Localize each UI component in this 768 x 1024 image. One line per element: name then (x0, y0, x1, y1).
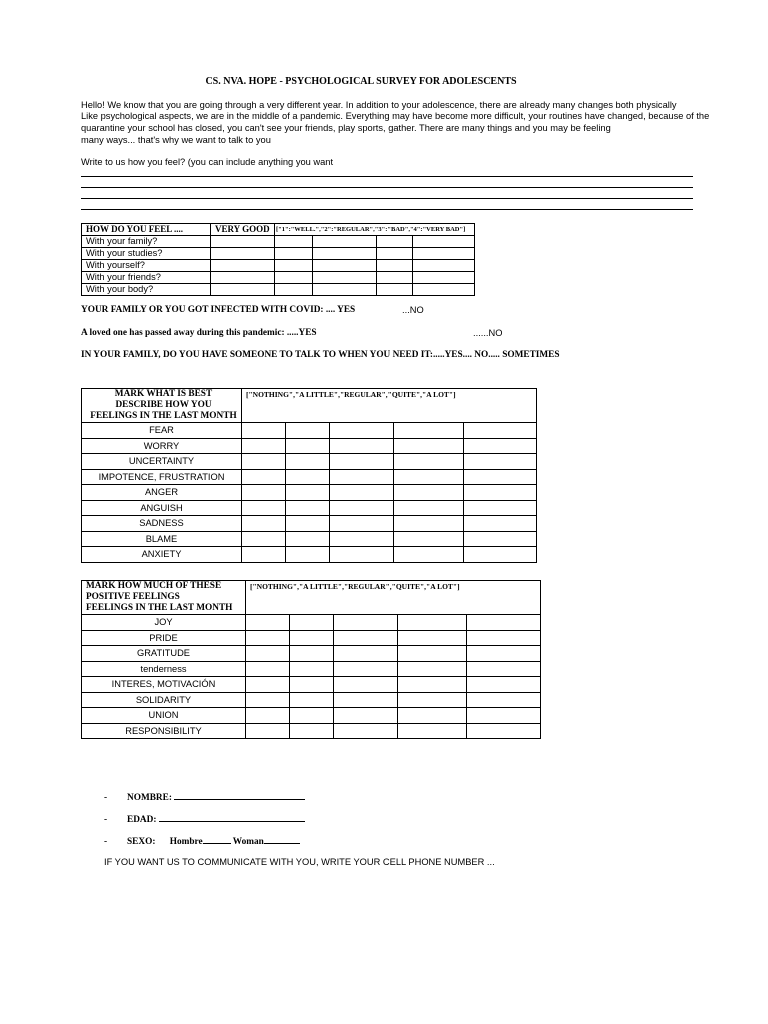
positive-row-label: PRIDE (82, 630, 246, 646)
answer-cell[interactable] (394, 500, 464, 516)
bullet: - (104, 815, 108, 825)
negative-header-label (82, 389, 242, 423)
answer-cell[interactable] (464, 500, 537, 516)
answer-cell[interactable] (334, 646, 398, 662)
answer-cell[interactable] (290, 692, 334, 708)
answer-cell[interactable] (334, 615, 398, 631)
answer-line-4[interactable] (81, 209, 693, 210)
answer-cell[interactable] (286, 516, 330, 532)
negative-header-line-1: MARK WHAT IS BEST (114, 389, 213, 399)
table-row (82, 661, 541, 677)
table-row (82, 248, 475, 260)
answer-cell[interactable] (377, 284, 413, 296)
answer-cell[interactable] (242, 531, 286, 547)
answer-cell[interactable] (246, 677, 290, 693)
feel-row-label: With your body? (82, 284, 211, 296)
answer-cell[interactable] (394, 531, 464, 547)
edad-input[interactable] (159, 812, 305, 822)
nombre-input[interactable] (174, 790, 305, 800)
feel-header-label: HOW DO YOU FEEL .... (82, 224, 211, 236)
answer-cell[interactable] (286, 423, 330, 439)
feel-header-scale: ["1":"WELL.","2":"REGULAR","3":"BAD","4":"VERY BAD"] (275, 224, 475, 236)
positive-header-line-1: MARK HOW MUCH OF THESE (86, 581, 222, 591)
intro-line-4: many ways... that's why we want to talk to you (81, 135, 271, 145)
answer-cell[interactable] (330, 438, 394, 454)
answer-cell[interactable] (330, 469, 394, 485)
answer-cell[interactable] (394, 454, 464, 470)
talk-question: IN YOUR FAMILY, DO YOU HAVE SOMEONE TO TALK TO WHEN YOU NEED IT:.....YES.... NO..... SOMETIMES (81, 350, 560, 360)
table-row (82, 438, 537, 454)
answer-cell[interactable] (275, 260, 313, 272)
negative-feelings-table (81, 388, 537, 563)
answer-cell[interactable] (242, 485, 286, 501)
positive-header-scale: ["NOTHING","A LITTLE","REGULAR","QUITE","A LOT"] (246, 581, 541, 615)
answer-cell[interactable] (246, 708, 290, 724)
answer-cell[interactable] (467, 646, 541, 662)
positive-row-label: RESPONSIBILITY (82, 723, 246, 739)
answer-cell[interactable] (242, 516, 286, 532)
answer-cell[interactable] (334, 677, 398, 693)
answer-cell[interactable] (377, 248, 413, 260)
answer-cell[interactable] (242, 500, 286, 516)
table-row (82, 516, 537, 532)
woman-label: Woman (232, 837, 264, 847)
answer-cell[interactable] (398, 723, 467, 739)
answer-cell[interactable] (330, 485, 394, 501)
table-row (82, 500, 537, 516)
negative-header-line-3: FEELINGS IN THE LAST MONTH (90, 411, 237, 421)
answer-cell[interactable] (330, 500, 394, 516)
answer-cell[interactable] (394, 438, 464, 454)
answer-cell[interactable] (398, 630, 467, 646)
answer-cell[interactable] (334, 723, 398, 739)
table-row (82, 236, 475, 248)
answer-cell[interactable] (286, 500, 330, 516)
positive-header-label (82, 581, 246, 615)
answer-cell[interactable] (467, 630, 541, 646)
answer-cell[interactable] (242, 454, 286, 470)
hombre-input[interactable] (203, 834, 231, 844)
answer-cell[interactable] (313, 236, 377, 248)
answer-cell[interactable] (467, 661, 541, 677)
covid-question: YOUR FAMILY OR YOU GOT INFECTED WITH COVID: .... YES (81, 305, 356, 315)
answer-cell[interactable] (246, 646, 290, 662)
table-row (82, 531, 537, 547)
nombre-label: NOMBRE: (127, 793, 172, 803)
answer-cell[interactable] (313, 260, 377, 272)
answer-cell[interactable] (413, 272, 475, 284)
answer-cell[interactable] (211, 272, 275, 284)
feel-row-label: With your family? (82, 236, 211, 248)
table-row (82, 485, 537, 501)
sexo-label: SEXO: (127, 837, 156, 847)
answer-line-2[interactable] (81, 187, 693, 188)
intro-line-1: Hello! We know that you are going through a very different year. In addition to your adolescence, there are already many changes both physically (81, 100, 677, 110)
answer-cell[interactable] (286, 547, 330, 563)
answer-cell[interactable] (398, 677, 467, 693)
answer-cell[interactable] (246, 615, 290, 631)
feel-row-label: With yourself? (82, 260, 211, 272)
answer-cell[interactable] (242, 423, 286, 439)
negative-row-label: SADNESS (82, 516, 242, 532)
negative-table-header (82, 389, 537, 423)
answer-cell[interactable] (413, 236, 475, 248)
page-title: CS. NVA. HOPE - PSYCHOLOGICAL SURVEY FOR ADOLESCENTS (205, 76, 517, 87)
answer-line-3[interactable] (81, 198, 693, 199)
table-row (82, 272, 475, 284)
answer-cell[interactable] (464, 454, 537, 470)
answer-cell[interactable] (394, 516, 464, 532)
answer-cell[interactable] (394, 423, 464, 439)
answer-cell[interactable] (464, 516, 537, 532)
answer-cell[interactable] (313, 248, 377, 260)
table-row (82, 469, 537, 485)
answer-cell[interactable] (467, 708, 541, 724)
intro-line-3: quarantine your school has closed, you can't see your friends, play sports, gather. There are many things and you may be feeling (81, 123, 611, 133)
table-row (82, 677, 541, 693)
answer-cell[interactable] (398, 708, 467, 724)
answer-cell[interactable] (286, 531, 330, 547)
answer-cell[interactable] (413, 248, 475, 260)
answer-cell[interactable] (246, 661, 290, 677)
answer-cell[interactable] (330, 547, 394, 563)
feel-row-label: With your friends? (82, 272, 211, 284)
answer-cell[interactable] (334, 692, 398, 708)
answer-cell[interactable] (330, 423, 394, 439)
negative-row-label: WORRY (82, 438, 242, 454)
answer-cell[interactable] (313, 284, 377, 296)
answer-cell[interactable] (377, 272, 413, 284)
answer-cell[interactable] (467, 723, 541, 739)
answer-cell[interactable] (286, 454, 330, 470)
answer-cell[interactable] (398, 646, 467, 662)
positive-header-line-3: FEELINGS IN THE LAST MONTH (86, 603, 233, 613)
negative-row-label: UNCERTAINTY (82, 454, 242, 470)
negative-row-label: FEAR (82, 423, 242, 439)
answer-cell[interactable] (467, 692, 541, 708)
answer-cell[interactable] (286, 469, 330, 485)
answer-cell[interactable] (242, 438, 286, 454)
phone-prompt: IF YOU WANT US TO COMMUNICATE WITH YOU, WRITE YOUR CELL PHONE NUMBER ... (104, 857, 495, 867)
answer-cell[interactable] (334, 661, 398, 677)
negative-row-label: ANGUISH (82, 500, 242, 516)
edad-field (104, 812, 305, 825)
answer-cell[interactable] (334, 630, 398, 646)
table-row (82, 547, 537, 563)
answer-cell[interactable] (464, 423, 537, 439)
negative-header-line-2: DESCRIBE HOW YOU (115, 400, 212, 410)
feel-header-very-good: VERY GOOD (211, 224, 275, 236)
answer-cell[interactable] (290, 708, 334, 724)
nombre-field (104, 790, 305, 803)
table-row (82, 630, 541, 646)
answer-cell[interactable] (398, 692, 467, 708)
answer-cell[interactable] (286, 485, 330, 501)
answer-cell[interactable] (398, 615, 467, 631)
answer-cell[interactable] (330, 454, 394, 470)
answer-cell[interactable] (290, 661, 334, 677)
answer-cell[interactable] (246, 692, 290, 708)
answer-cell[interactable] (246, 723, 290, 739)
answer-cell[interactable] (413, 260, 475, 272)
answer-cell[interactable] (275, 248, 313, 260)
sexo-field (104, 834, 300, 847)
answer-cell[interactable] (334, 708, 398, 724)
table-row (82, 260, 475, 272)
negative-row-label: ANGER (82, 485, 242, 501)
answer-cell[interactable] (464, 438, 537, 454)
intro-line-2: Like psychological aspects, we are in the middle of a pandemic. Everything may have become more difficult, your routines have changed, because of the (81, 111, 710, 121)
write-prompt: Write to us how you feel? (you can include anything you want (81, 157, 334, 167)
answer-cell[interactable] (313, 272, 377, 284)
answer-cell[interactable] (290, 646, 334, 662)
answer-cell[interactable] (242, 469, 286, 485)
answer-cell[interactable] (377, 260, 413, 272)
positive-table-header (82, 581, 541, 615)
answer-cell[interactable] (211, 248, 275, 260)
negative-row-label: IMPOTENCE, FRUSTRATION (82, 469, 242, 485)
positive-row-label: INTERES, MOTIVACIÓN (82, 677, 246, 693)
answer-cell[interactable] (330, 531, 394, 547)
answer-cell[interactable] (290, 630, 334, 646)
table-row (82, 423, 537, 439)
table-row (82, 646, 541, 662)
positive-feelings-table (81, 580, 541, 739)
answer-cell[interactable] (394, 547, 464, 563)
bullet: - (104, 793, 108, 803)
answer-cell[interactable] (290, 723, 334, 739)
answer-cell[interactable] (290, 615, 334, 631)
feel-table-header (82, 224, 475, 236)
answer-cell[interactable] (464, 531, 537, 547)
answer-cell[interactable] (211, 284, 275, 296)
answer-cell[interactable] (330, 516, 394, 532)
answer-cell[interactable] (275, 284, 313, 296)
answer-cell[interactable] (290, 677, 334, 693)
positive-row-label: JOY (82, 615, 246, 631)
answer-cell[interactable] (394, 469, 464, 485)
answer-cell[interactable] (377, 236, 413, 248)
answer-cell[interactable] (275, 236, 313, 248)
answer-line-1[interactable] (81, 176, 693, 177)
table-row (82, 454, 537, 470)
answer-cell[interactable] (394, 485, 464, 501)
answer-cell[interactable] (464, 547, 537, 563)
positive-row-label: SOLIDARITY (82, 692, 246, 708)
table-row (82, 692, 541, 708)
answer-cell[interactable] (398, 661, 467, 677)
negative-row-label: BLAME (82, 531, 242, 547)
table-row (82, 284, 475, 296)
loved-one-question: A loved one has passed away during this pandemic: .....YES (81, 328, 317, 338)
edad-label: EDAD: (127, 815, 157, 825)
answer-cell[interactable] (464, 469, 537, 485)
answer-cell[interactable] (211, 260, 275, 272)
covid-no-option[interactable]: ...NO (402, 305, 424, 315)
answer-cell[interactable] (286, 438, 330, 454)
table-row (82, 723, 541, 739)
bullet: - (104, 837, 108, 847)
positive-header-line-2: POSITIVE FEELINGS (86, 592, 180, 602)
answer-cell[interactable] (242, 547, 286, 563)
answer-cell[interactable] (467, 677, 541, 693)
answer-cell[interactable] (464, 485, 537, 501)
woman-input[interactable] (264, 834, 300, 844)
answer-cell[interactable] (246, 630, 290, 646)
negative-header-scale: ["NOTHING","A LITTLE","REGULAR","QUITE","A LOT"] (242, 389, 537, 423)
table-row (82, 708, 541, 724)
positive-row-label: UNION (82, 708, 246, 724)
negative-row-label: ANXIETY (82, 547, 242, 563)
feel-table (81, 223, 475, 296)
answer-cell[interactable] (413, 284, 475, 296)
answer-cell[interactable] (275, 272, 313, 284)
loved-one-no-option[interactable]: ......NO (473, 328, 503, 338)
positive-row-label: tenderness (82, 661, 246, 677)
hombre-label: Hombre (169, 837, 203, 847)
positive-row-label: GRATITUDE (82, 646, 246, 662)
feel-row-label: With your studies? (82, 248, 211, 260)
table-row (82, 615, 541, 631)
answer-cell[interactable] (467, 615, 541, 631)
answer-cell[interactable] (211, 236, 275, 248)
